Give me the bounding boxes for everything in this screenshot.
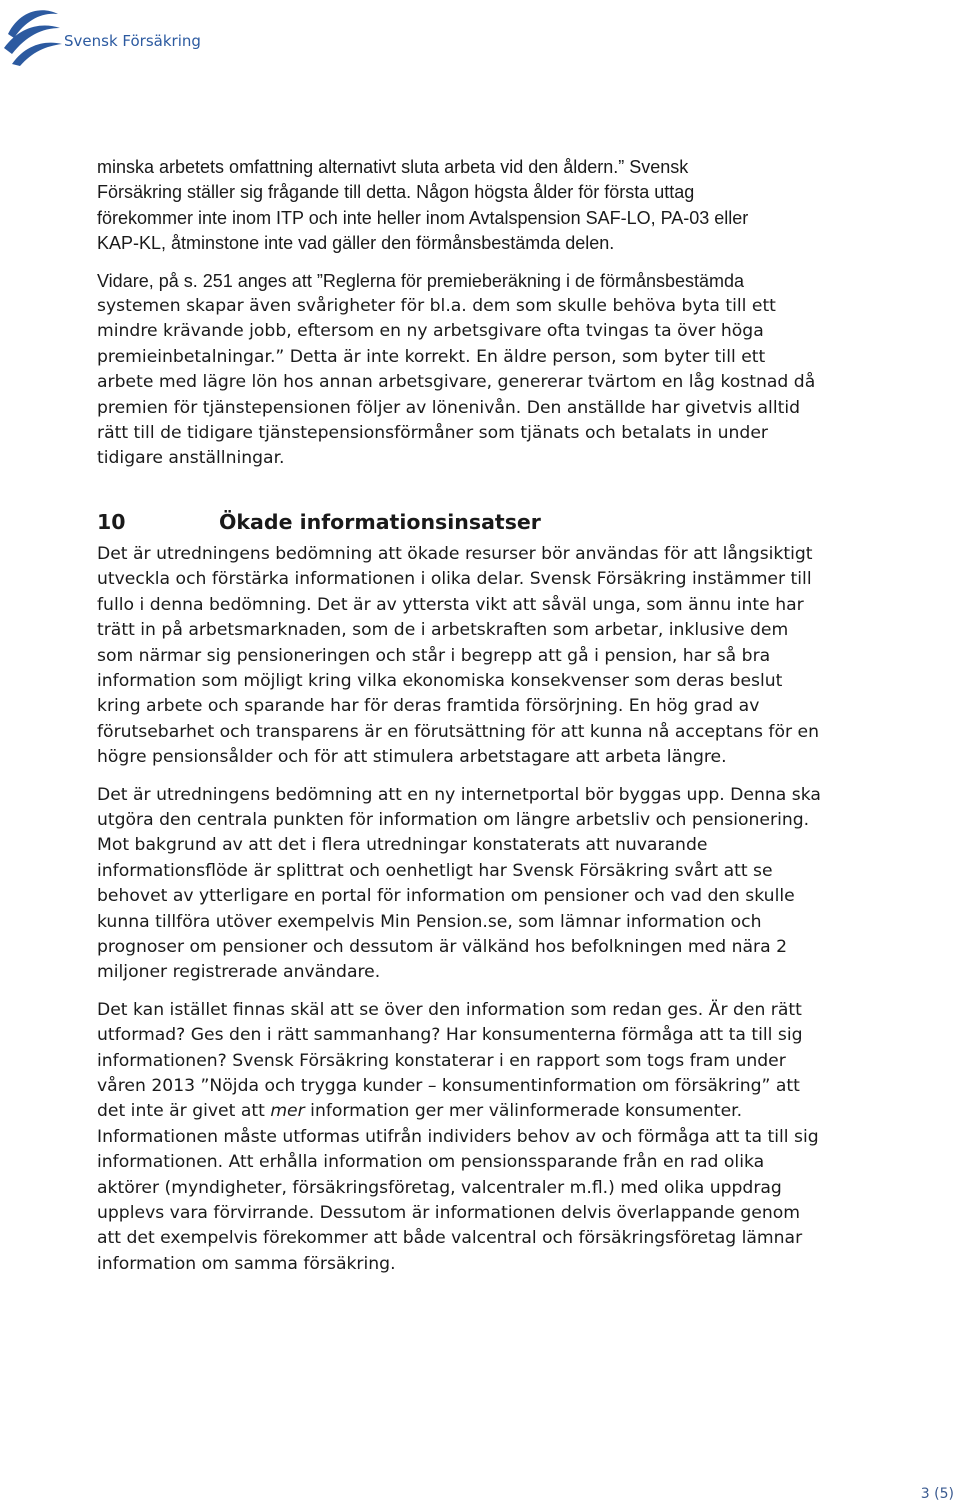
paragraph-line: Det kan istället finnas skäl att se över den information som redan ges. Är den rätt <box>97 999 802 1020</box>
intro-line: förekommer inte inom ITP och inte heller inom Avtalspension SAF-LO, PA-03 eller <box>97 207 749 228</box>
logo-text: Svensk Försäkring <box>64 32 201 50</box>
mer-before: det inte är givet att <box>97 1101 271 1122</box>
paragraph-line: miljoner registrerade användare. <box>97 962 381 983</box>
paragraph-line: utveckla och förstärka informationen i olika delar. Svensk Försäkring instämmer till <box>97 569 812 590</box>
intro-line: minska arbetets omfattning alternativt sluta arbeta vid den åldern.” Svensk <box>97 157 689 177</box>
logo <box>2 4 201 68</box>
paragraph-line <box>97 1099 917 1124</box>
paragraph-line: att det exempelvis förekommer att både valcentral och försäkringsföretag lämnar <box>97 1228 803 1249</box>
vidare-line: premien för tjänstepensionen följer av lönenivån. Den anställde har givetvis alltid <box>97 397 801 418</box>
vidare-line: premieinbetalningar.” Detta är inte korrekt. En äldre person, som byter till ett <box>97 346 766 367</box>
paragraph-line: våren 2013 ”Nöjda och trygga kunder – konsumentinformation om försäkring” att <box>97 1076 800 1096</box>
paragraph-1 <box>97 542 917 771</box>
paragraph-line: behovet av ytterligare en portal för information om pensioner och vad den skulle <box>97 886 795 907</box>
paragraph-line: utformad? Ges den i rätt sammanhang? Har konsumenterna förmåga att ta till sig <box>97 1025 803 1046</box>
paragraph-line: Informationen måste utformas utifrån individers behov av och förmåga att ta till sig <box>97 1126 819 1147</box>
paragraph-line: förutsebarhet och transparens är en förutsättning för att kunna nå acceptans för en <box>97 721 819 742</box>
vidare-line: systemen skapar även svårigheter för bl.a. dem som skulle behöva byta till ett <box>97 296 776 317</box>
paragraph-line: högre pensionsålder och för att stimulera arbetstagare att arbeta längre. <box>97 747 727 768</box>
paragraph-line: informationen. Att erhålla information om pensionssparande från en rad olika <box>97 1152 765 1173</box>
vidare-line: arbete med lägre lön hos annan arbetsgivare, genererar tvärtom en låg kostnad då <box>97 372 816 393</box>
paragraph-line: utgöra den centrala punkten för information om längre arbetsliv och pensionering. <box>97 809 810 830</box>
mer-emphasis: mer <box>270 1101 305 1122</box>
paragraph-line: kring arbete och sparande har för deras framtida försörjning. En hög grad av <box>97 696 760 717</box>
paragraph-line: Mot bakgrund av att det i flera utredningar konstaterats att nuvarande <box>97 835 708 856</box>
vidare-line: tidigare anställningar. <box>97 448 285 469</box>
paragraph-line: prognoser om pensioner och dessutom är välkänd hos befolkningen med nära 2 <box>97 936 788 957</box>
paragraph-2 <box>97 783 917 986</box>
section-number: 10 <box>97 509 126 534</box>
vidare-paragraph <box>97 269 917 472</box>
paragraph-line: kunna tillföra utöver exempelvis Min Pension.se, som lämnar information och <box>97 911 762 932</box>
document-body <box>97 155 917 1277</box>
paragraph-line: fullo i denna bedömning. Det är av yttersta vikt att såväl unga, som ännu inte har <box>97 594 804 615</box>
paragraph-line: information om samma försäkring. <box>97 1253 396 1274</box>
page-number: 3 (5) <box>920 1486 954 1502</box>
paragraph-3 <box>97 998 917 1277</box>
vidare-line: rätt till de tidigare tjänstepensionsförmåner som tjänats och betalats in under <box>97 423 768 444</box>
mer-after: information ger mer välinformerade konsumenter. <box>304 1101 743 1122</box>
paragraph-line: Det är utredningens bedömning att en ny internetportal bör byggas upp. Denna ska <box>97 784 821 805</box>
swoosh-icon <box>2 4 66 68</box>
paragraph-line: upplevs vara förvirrande. Dessutom är informationen delvis överlappande genom <box>97 1203 801 1224</box>
paragraph-line: informationen? Svensk Försäkring konstaterar i en rapport som togs fram under <box>97 1050 786 1071</box>
paragraph-line: information som möjligt kring vilka ekonomiska konsekvenser som deras beslut <box>97 670 783 691</box>
paragraph-line: Det är utredningens bedömning att ökade resurser bör användas för att långsiktigt <box>97 543 813 564</box>
paragraph-line: informationsflöde är splittrat och oenhetligt har Svensk Försäkring svårt att se <box>97 860 773 881</box>
vidare-line: mindre krävande jobb, eftersom en ny arbetsgivare ofta tvingas ta över höga <box>97 321 764 342</box>
paragraph-line: aktörer (myndigheter, försäkringsföretag, valcentraler m.fl.) med olika uppdrag <box>97 1177 782 1198</box>
intro-line: KAP-KL, åtminstone inte vad gäller den förmånsbestämda delen. <box>97 233 615 254</box>
section-title: Ökade informationsinsatser <box>219 509 541 534</box>
vidare-lead-line: Vidare, på s. 251 anges att ”Reglerna för premieberäkning i de förmånsbestämda <box>97 270 745 291</box>
paragraph-line: trätt in på arbetsmarknaden, som de i arbetskraften som arbetar, inklusive dem <box>97 620 789 641</box>
intro-line: Försäkring ställer sig frågande till detta. Någon högsta ålder för första uttag <box>97 182 695 203</box>
section-heading <box>97 508 917 536</box>
intro-paragraph <box>97 155 917 257</box>
paragraph-line: som närmar sig pensioneringen och står i begrepp att gå i pension, har så bra <box>97 645 771 666</box>
